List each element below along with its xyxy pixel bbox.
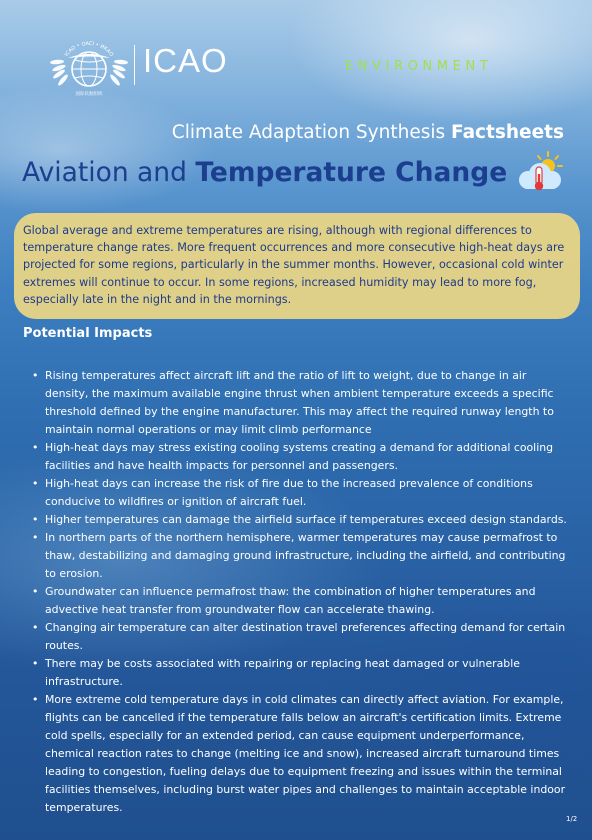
page-title [22,157,507,188]
list-item: • There may be costs associated with repairing or replacing heat damaged or vulnerable infrastructure. [32,655,570,691]
icao-emblem-icon [50,38,128,96]
list-item: • Changing air temperature can alter destination travel preferences affecting demand for certain routes. [32,619,570,655]
logo-divider [134,45,135,85]
impacts-list [32,367,570,817]
svg-text:国际民航组织: 国际民航组织 [75,92,103,96]
list-item: • Higher temperatures can damage the airfield surface if temperatures exceed design standards. [32,511,570,529]
list-item: • In northern parts of the northern hemisphere, warmer temperatures may cause permafrost to thaw, destabilizing and damaging ground infrastructure, including the airfield, and contributing to erosion. [32,529,570,583]
series-title [172,122,564,143]
organization-name: ICAO [143,42,228,79]
list-item: • High-heat days can increase the risk of fire due to the increased prevalence of conditions conducive to wildfires or ignition of aircraft fuel. [32,475,570,511]
page-title-bold: Temperature Change [195,157,508,188]
series-title-prefix: Climate Adaptation Synthesis [171,122,446,143]
weather-thermometer-icon [514,150,564,194]
svg-text:ICAO • OACI • ИКАО: ICAO • OACI • ИКАО [63,40,115,58]
category-label: ENVIRONMENT [345,59,493,74]
list-item: • High-heat days may stress existing cooling systems creating a demand for additional cooling facilities and have health impacts for personnel and passengers. [32,439,570,475]
page-title-prefix: Aviation and [22,157,187,188]
list-item: • More extreme cold temperature days in cold climates can directly affect aviation. For example, flights can be cancelled if the temperature falls below an aircraft's certification limits. Extreme cold spells, especially for an extended period, can cause equipment underperformance, chemical reaction rates to change (melting ice and snow), increased aircraft turnaround times leading to congestion, fueling delays due to equipment freezing and issues within the terminal facilities themselves, including burst water pipes and challenges to maintain acceptable indoor temperatures. [32,691,570,817]
list-item: • Rising temperatures affect aircraft lift and the ratio of lift to weight, due to change in air density, the maximum available engine thrust when ambient temperature exceeds a specific threshold defined by the engine manufacturer. This may affect the required runway length to maintain normal operations or may limit climb performance [32,367,570,439]
section-heading-potential-impacts: Potential Impacts [23,326,153,341]
series-title-bold: Factsheets [451,122,564,143]
intro-summary: Global average and extreme temperatures are rising, although with regional differences to temperature change rates. More frequent occurrences and more consecutive high-heat days are projected for some regions, particularly in the summer months. However, occasional cold winter extremes will continue to occur. In some regions, increased humidity may lead to more fog, especially late in the night and in the mornings. [14,213,580,319]
page-number: 1/2 [566,815,578,823]
list-item: • Groundwater can influence permafrost thaw: the combination of higher temperatures and advective heat transfer from groundwater flow can accelerate thawing. [32,583,570,619]
